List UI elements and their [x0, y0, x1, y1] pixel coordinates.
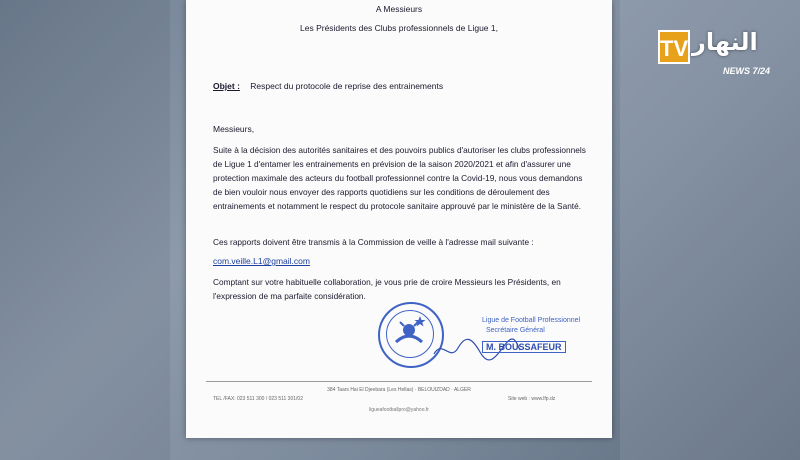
footer-divider: [206, 381, 592, 382]
recipient-line: A Messieurs: [375, 4, 423, 14]
salutation: Messieurs,: [213, 124, 255, 134]
footer-website: Site web : www.lfp.dz: [508, 396, 556, 402]
channel-news-label: NEWS 7/24: [722, 66, 770, 76]
subject-line: [213, 81, 443, 91]
footer-phone: TEL /FAX: 023 511 300 / 023 511 301/02: [213, 396, 303, 402]
channel-arabic-name: النهار: [692, 28, 758, 56]
body-paragraph: Suite à la décision des autorités sanitaires et des pouvoirs publics d'autoriser les clubs professionnels de Ligue 1 d'entamer les entrainements en prévision de la saison 2020/2021 et afin d'assurer une protection maximale des acteurs du football professionnel contre la Covid-19, nous vous demandons de bien vouloir nous envoyer des rapports quotidiens sur les conditions de déroulement des entrainements et notamment le respect du protocole sanitaire approuvé par le ministère de la Santé.: [213, 145, 586, 211]
subject-label: Objet :: [213, 81, 240, 91]
background-panel: [0, 0, 170, 460]
channel-logo: [658, 26, 772, 78]
signature-org: Ligue de Football Professionnel: [482, 317, 581, 324]
body-paragraph: Ces rapports doivent être transmis à la Commission de veille à l'adresse mail suivante :: [213, 237, 534, 247]
letter-page: [186, 0, 612, 438]
email-link[interactable]: com.veille.L1@gmail.com: [213, 256, 310, 266]
subject-text: Respect du protocole de reprise des entrainements: [250, 81, 444, 91]
recipient-line: Les Présidents des Clubs professionnels de Ligue 1,: [300, 23, 498, 33]
footer-contact: ligueafootballpro@yahoo.fr: [369, 407, 429, 413]
signature-name: M. BOUSSAFEUR: [482, 341, 566, 353]
closing-paragraph: Comptant sur votre habituelle collaboration, je vous prie de croire Messieurs les Présidents, en l'expression de ma parfaite considération.: [213, 277, 561, 301]
stamp-emblem-icon: [378, 302, 440, 364]
signature-title: Secrétaire Général: [486, 327, 545, 334]
footer-address: 384 Taars Hai El Djeebara (Les Hellas) · BELOUIZDAD · ALGER: [327, 387, 471, 393]
tv-logo-icon: TV: [658, 30, 690, 64]
